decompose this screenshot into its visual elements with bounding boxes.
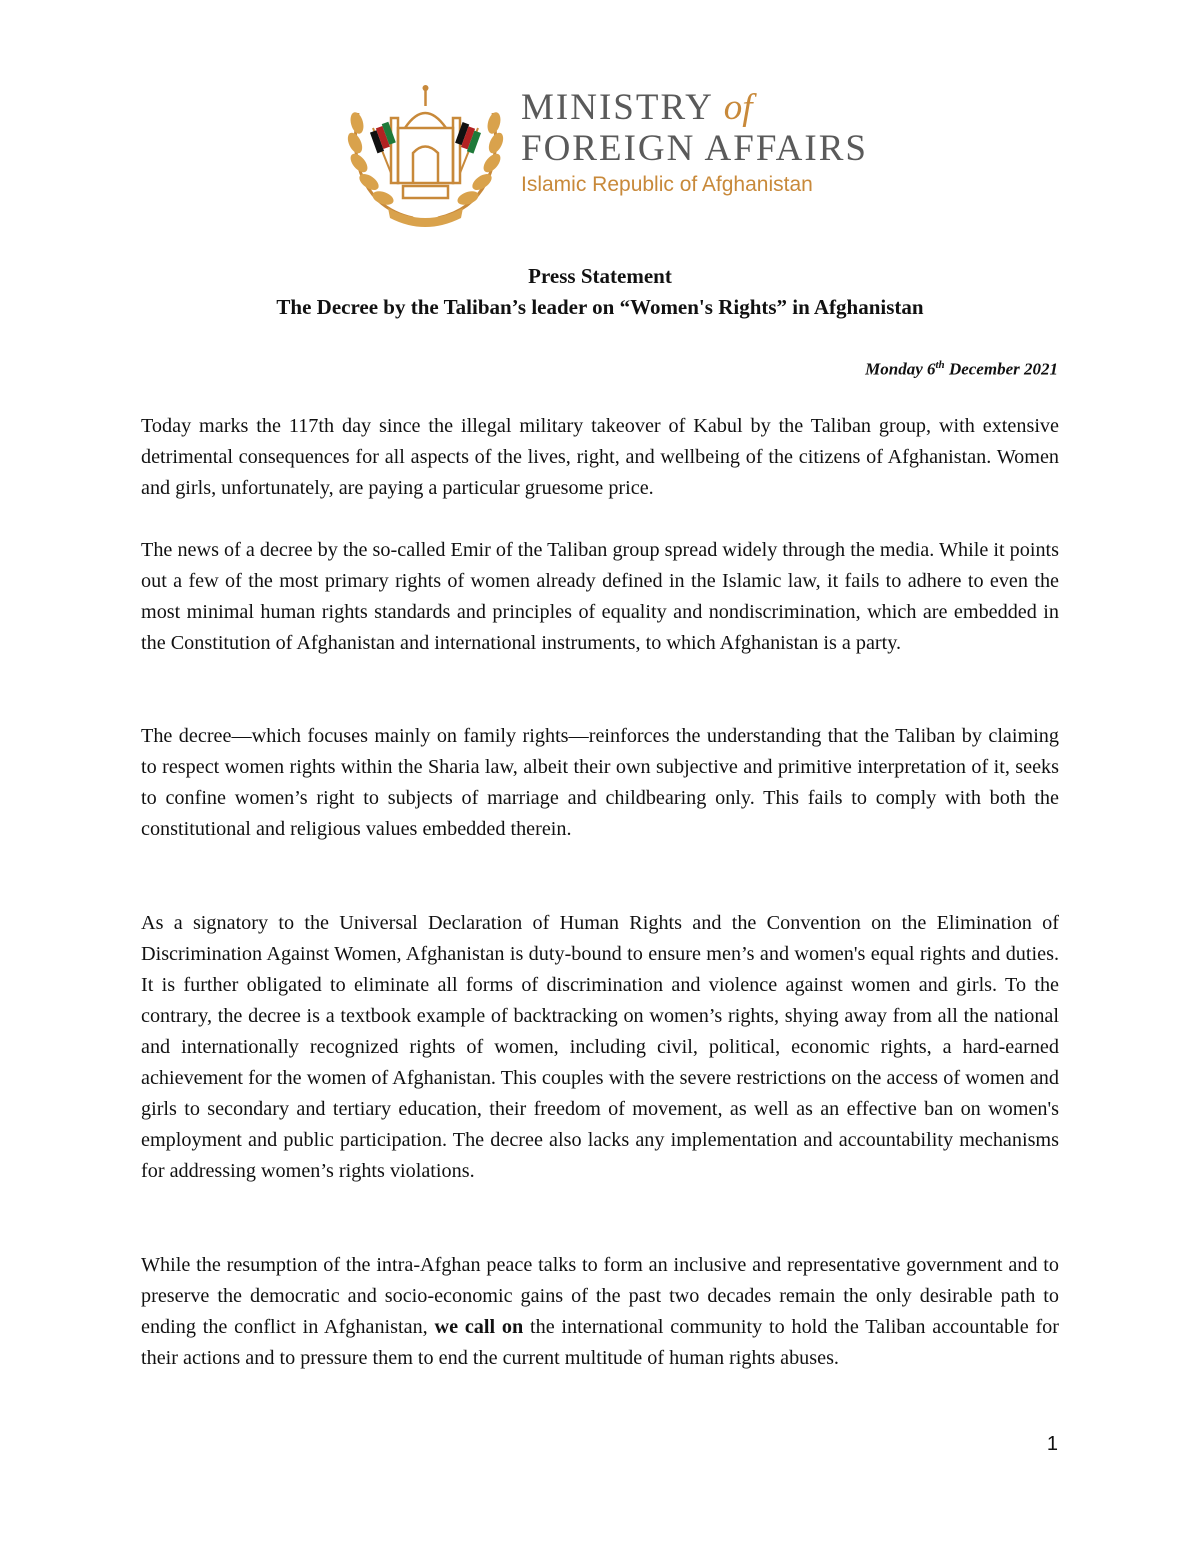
document-subtitle: The Decree by the Taliban’s leader on “Women's Rights” in Afghanistan xyxy=(276,295,924,319)
document-title: Press Statement xyxy=(528,264,672,288)
paragraph-4: As a signatory to the Universal Declaration of Human Rights and the Convention on the Elimination of Discrimination Against Women, Afghanistan is duty-bound to ensure men’s and women's equal rights and duties. It is further obligated to eliminate all forms of discrimination and violence against women and girls. To the contrary, the decree is a textbook example of backtracking on women’s rights, shying away from all the national and internationally recognized rights of women, including civil, political, economic rights, a hard-earned achievement for the women of Afghanistan. This couples with the severe restrictions on the access of women and girls to secondary and tertiary education, their freedom of movement, as well as an effective ban on women's employment and public participation. The decree also lacks any implementation and accountability mechanisms for addressing women’s rights violations. xyxy=(141,912,1059,1182)
date-weekday-day: Monday 6 xyxy=(865,359,936,379)
paragraph-3: The decree—which focuses mainly on family rights—reinforces the understanding that the Taliban by claiming to respect women rights within the Sharia law, albeit their own subjective and primitive interpretation of it, seeks to confine women’s right to subjects of marriage and childbearing only. This fails to comply with both the constitutional and religious values embedded therein. xyxy=(141,725,1059,840)
ministry-line-2: FOREIGN AFFAIRS xyxy=(521,128,868,169)
ministry-line-1 xyxy=(521,88,861,128)
date-ordinal-suffix: th xyxy=(935,359,945,371)
page-number: 1 xyxy=(1046,1433,1058,1455)
paragraph-2: The news of a decree by the so-called Emir of the Taliban group spread widely through the media. While it points out a few of the most primary rights of women already defined in the Islamic law, it fails to adhere to even the most minimal human rights standards and principles of equality and nondiscrimination, which are embedded in the Constitution of Afghanistan and international instruments, to which Afghanistan is a party. xyxy=(141,539,1059,654)
afghanistan-coat-of-arms-icon xyxy=(343,68,508,228)
statement-date xyxy=(865,353,1058,382)
paragraph-5 xyxy=(141,1250,1059,1374)
ministry-line-3: Islamic Republic of Afghanistan xyxy=(521,173,813,196)
paragraph-5-rest: the international community to hold the Taliban accountable for their actions and to pressure them to end the current multitude of human rights abuses. xyxy=(141,1316,1059,1369)
call-on-emphasis: we call on xyxy=(434,1316,524,1338)
ministry-name xyxy=(521,87,868,200)
paragraph-5-intro: While the resumption of the intra-Afghan peace talks to form an inclusive and representative government and to preserve the democratic and socio-economic gains of the past two decades remain the only desirable path to ending the conflict in Afghanistan, xyxy=(141,1254,1059,1338)
ministry-of-word: of xyxy=(723,87,753,128)
ministry-word: MINISTRY xyxy=(521,87,713,128)
letterhead xyxy=(343,68,868,233)
date-month-year: December 2021 xyxy=(944,359,1058,379)
paragraph-1: Today marks the 117th day since the illegal military takeover of Kabul by the Taliban group, with extensive detrimental consequences for all aspects of the lives, right, and wellbeing of the citizens of Afghanistan. Women and girls, unfortunately, are paying a particular gruesome price. xyxy=(141,415,1059,499)
